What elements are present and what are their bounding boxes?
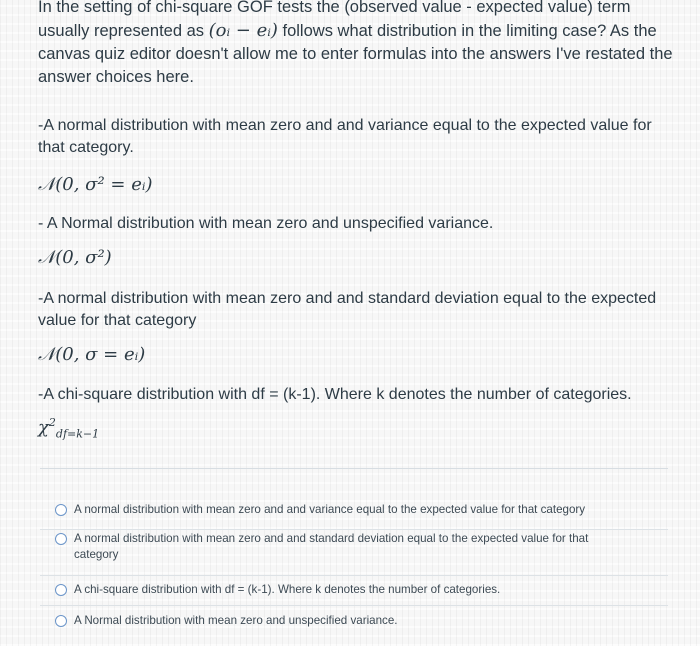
choice-description-2: - A Normal distribution with mean zero and unspecified variance.	[38, 215, 494, 232]
answer-divider	[40, 529, 668, 530]
choice-description-4: -A chi-square distribution with df = (k-1). Where k denotes the number of categories.	[38, 386, 632, 403]
answer-label: A normal distribution with mean zero and and variance equal to the expected value for that category	[74, 503, 586, 516]
answer-label: A Normal distribution with mean zero and unspecified variance.	[74, 614, 398, 627]
choice-description-3: -A normal distribution with mean zero and and standard deviation equal to the expected value for that category	[38, 290, 657, 329]
answer-label: A normal distribution with mean zero and and standard deviation equal to the expected value for that category	[74, 532, 589, 561]
intro-formula: (oᵢ − eᵢ)	[208, 20, 278, 41]
radio-button[interactable]	[55, 584, 67, 596]
divider	[40, 468, 668, 469]
answer-option-3[interactable]	[55, 582, 635, 598]
choice-formula-1: 𝒩(0, σ² = eᵢ)	[38, 174, 153, 195]
radio-button[interactable]	[55, 533, 67, 545]
choice-formula-3: 𝒩(0, σ = eᵢ)	[38, 344, 146, 365]
question-intro: In the setting of chi-square GOF tests the (observed value - expected value) term usually represented as (oᵢ − eᵢ) follows what distribution in the limiting case? As the canvas quiz editor doesn't allow me to enter formulas into the answers I've restated the answer choices here.	[38, 0, 673, 86]
answer-option-1[interactable]	[55, 502, 635, 518]
choice-description-1: -A normal distribution with mean zero and and variance equal to the expected value for that category.	[38, 117, 652, 156]
answer-label: A chi-square distribution with df = (k-1). Where k denotes the number of categories.	[74, 583, 501, 596]
answer-option-4[interactable]	[55, 613, 635, 629]
radio-button[interactable]	[55, 504, 67, 516]
question-text	[38, 0, 683, 89]
choice-formula-4: $\chi^2_{df=k-1}$	[38, 416, 100, 441]
answer-divider	[40, 575, 668, 576]
choice-formula-2: 𝒩(0, σ²)	[38, 247, 112, 268]
answer-option-2[interactable]	[55, 531, 635, 563]
radio-button[interactable]	[55, 615, 67, 627]
answer-divider	[40, 605, 668, 606]
